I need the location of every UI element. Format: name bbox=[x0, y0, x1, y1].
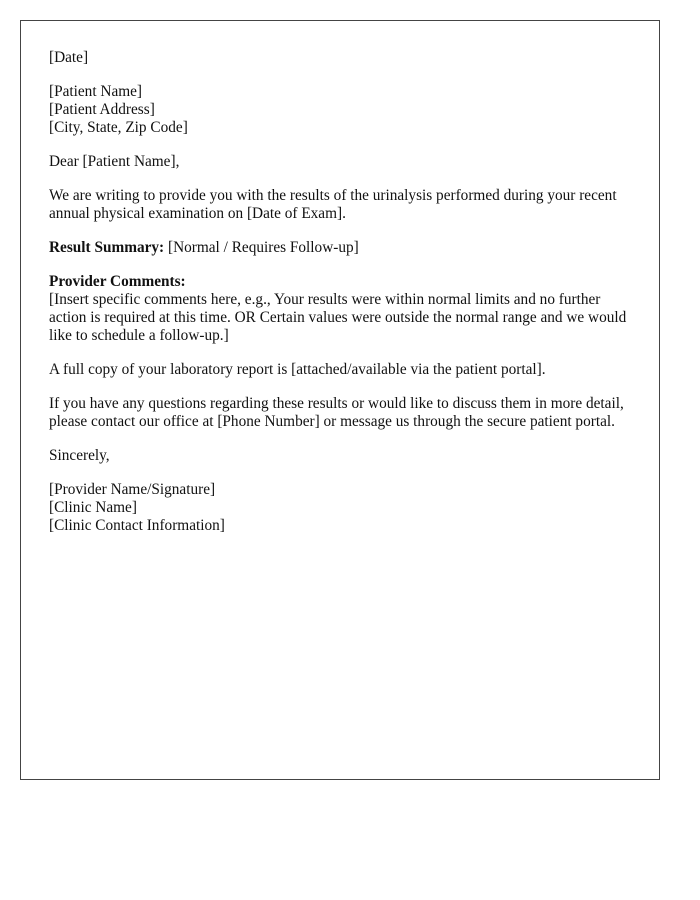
provider-signature: [Provider Name/Signature] bbox=[49, 481, 216, 498]
letter-date: [Date] bbox=[49, 49, 89, 66]
provider-comments-text: [Insert specific comments here, e.g., Your results were within normal limits and no further action is required at this time. OR Certain values were outside the normal range and we would like to schedule a follow-up.] bbox=[49, 291, 627, 344]
recipient-name: [Patient Name] bbox=[49, 83, 143, 100]
clinic-contact: [Clinic Contact Information] bbox=[49, 517, 225, 534]
result-summary-value: [Normal / Requires Follow-up] bbox=[167, 239, 359, 256]
closing: Sincerely, bbox=[49, 447, 110, 464]
provider-comments-label: Provider Comments: bbox=[49, 273, 186, 290]
salutation: Dear [Patient Name], bbox=[49, 153, 180, 170]
provider-comments bbox=[49, 273, 631, 345]
result-summary-label: Result Summary: bbox=[49, 239, 165, 256]
signature-block bbox=[49, 481, 631, 535]
letter-page bbox=[20, 20, 660, 780]
report-note-paragraph: A full copy of your laboratory report is [attached/available via the patient portal]. bbox=[49, 361, 546, 378]
recipient-city-state-zip: [City, State, Zip Code] bbox=[49, 119, 188, 136]
recipient-address-block bbox=[49, 83, 631, 137]
intro-paragraph: We are writing to provide you with the results of the urinalysis performed during your recent annual physical examination on [Date of Exam]. bbox=[49, 187, 617, 222]
questions-paragraph: If you have any questions regarding these results or would like to discuss them in more detail, please contact our office at [Phone Number] or message us through the secure patient portal. bbox=[49, 395, 624, 430]
clinic-name: [Clinic Name] bbox=[49, 499, 137, 516]
recipient-address: [Patient Address] bbox=[49, 101, 155, 118]
result-summary bbox=[49, 239, 631, 257]
